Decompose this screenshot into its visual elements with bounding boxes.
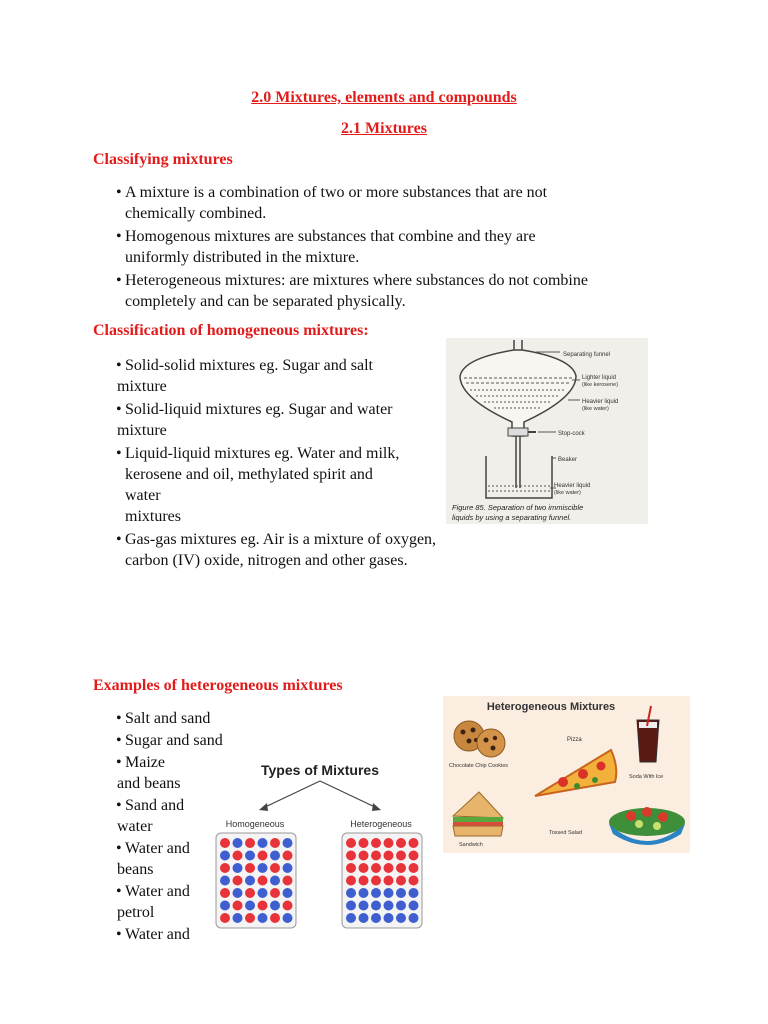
list-item	[116, 182, 716, 224]
homogeneous-particle	[258, 913, 268, 923]
homogeneous-particle	[220, 851, 230, 861]
heterogeneous-particle	[371, 913, 381, 923]
heterogeneous-particle	[409, 838, 419, 848]
pizza-icon	[535, 750, 616, 796]
label-salad: Tossed Salad	[549, 830, 583, 836]
heterogeneous-particle	[346, 851, 356, 861]
homogeneous-particle	[270, 851, 280, 861]
heterogeneous-particle	[384, 888, 394, 898]
heterogeneous-particle	[359, 851, 369, 861]
homogeneous-particle	[258, 851, 268, 861]
cookies-icon	[454, 721, 505, 757]
list-item	[116, 708, 236, 729]
label-heterogeneous: Heterogeneous	[350, 819, 412, 829]
label-soda: Soda With Ice	[629, 774, 664, 780]
homogeneous-particle	[258, 876, 268, 886]
heterogeneous-particle	[396, 876, 406, 886]
bullet-text-cont: carbon (IV) oxide, nitrogen and other gases.	[125, 552, 408, 569]
heterogeneous-particle	[371, 863, 381, 873]
classifying-list	[116, 182, 716, 312]
homogeneous-particle	[245, 851, 255, 861]
homogeneous-particle	[245, 901, 255, 911]
homogeneous-particle	[233, 888, 243, 898]
types-title: Types of Mixtures	[261, 762, 379, 778]
heterogeneous-particle	[384, 838, 394, 848]
bullet-dot: •	[116, 357, 122, 374]
homogeneous-particle	[220, 838, 230, 848]
sub-heading: 2.1 Mixtures	[341, 120, 427, 137]
bullet-dot: •	[116, 272, 122, 289]
heterogeneous-particle	[384, 851, 394, 861]
label-heavier-2-sub: (like water)	[554, 490, 581, 496]
heterogeneous-particle	[396, 901, 406, 911]
types-of-mixtures-illustration	[205, 745, 435, 950]
bullet-text: Salt and sand	[125, 710, 211, 727]
homogeneous-particle	[233, 851, 243, 861]
label-homogeneous: Homogeneous	[225, 819, 285, 829]
heterogeneous-particle	[384, 863, 394, 873]
bullet-dot: •	[116, 883, 122, 900]
hetero-title: Heterogeneous Mixtures	[486, 701, 616, 713]
soda-glass-icon	[637, 706, 659, 762]
homogeneous-classification-heading: Classification of homogeneous mixtures:	[93, 322, 369, 339]
list-item	[116, 270, 716, 312]
homogeneous-particle	[258, 901, 268, 911]
bullet-text-cont: petrol	[117, 904, 155, 921]
homogeneous-particle	[270, 876, 280, 886]
bullet-text: Solid-solid mixtures eg. Sugar and salt	[125, 357, 373, 374]
list-item	[116, 529, 486, 571]
bullet-text: Liquid-liquid mixtures eg. Water and milk,	[125, 445, 400, 462]
list-item	[116, 355, 486, 376]
bullet-text-cont: and beans	[117, 775, 181, 792]
bullet-text: Sugar and sand	[125, 732, 223, 749]
heterogeneous-particle	[409, 888, 419, 898]
heterogeneous-particle	[371, 901, 381, 911]
main-heading: 2.0 Mixtures, elements and compounds	[251, 89, 517, 106]
homogeneous-particle	[283, 838, 293, 848]
bullet-dot: •	[116, 184, 122, 201]
bullet-dot: •	[116, 840, 122, 857]
homogeneous-particle	[258, 888, 268, 898]
heterogeneous-particle	[396, 838, 406, 848]
bullet-text-cont: water	[125, 487, 161, 504]
bullet-text-cont: chemically combined.	[125, 205, 267, 222]
heterogeneous-particle	[409, 863, 419, 873]
heterogeneous-particle	[409, 901, 419, 911]
label-heavier: Heavier liquid	[582, 399, 619, 405]
label-sandwich: Sandwich	[459, 842, 483, 848]
homogeneous-particle	[283, 901, 293, 911]
homogeneous-particle	[220, 888, 230, 898]
heterogeneous-particle	[346, 888, 356, 898]
homogeneous-particle	[233, 901, 243, 911]
bullet-text-cont: uniformly distributed in the mixture.	[125, 249, 360, 266]
heterogeneous-particle	[409, 876, 419, 886]
homogeneous-particle	[283, 913, 293, 923]
bullet-dot: •	[116, 531, 122, 548]
bullet-text-cont: beans	[117, 861, 154, 878]
separating-funnel-figure	[446, 338, 648, 524]
homogeneous-particle	[233, 913, 243, 923]
bullet-dot: •	[116, 401, 122, 418]
list-item	[116, 399, 486, 420]
heterogeneous-particle	[409, 851, 419, 861]
heterogeneous-particle	[359, 863, 369, 873]
homogeneous-particle	[245, 913, 255, 923]
heterogeneous-particle	[384, 901, 394, 911]
heterogeneous-particle	[371, 888, 381, 898]
homogeneous-particle	[258, 838, 268, 848]
bullet-text: Maize	[125, 754, 165, 771]
homogeneous-particle	[220, 863, 230, 873]
homogeneous-particle	[270, 913, 280, 923]
bullet-text-cont: mixture	[117, 422, 167, 439]
list-item	[116, 443, 486, 527]
homogeneous-particle	[233, 876, 243, 886]
homogeneous-particle	[270, 838, 280, 848]
separating-funnel-illustration	[446, 338, 648, 524]
bullet-text-cont: mixtures	[125, 508, 181, 525]
bullet-text: Solid-liquid mixtures eg. Sugar and water	[125, 401, 393, 418]
homogeneous-particle	[245, 888, 255, 898]
homogeneous-particle	[270, 901, 280, 911]
homogeneous-particle	[245, 876, 255, 886]
homogeneous-particle	[270, 863, 280, 873]
heterogeneous-particle	[396, 851, 406, 861]
heterogeneous-particle	[346, 863, 356, 873]
bullet-text: Gas-gas mixtures eg. Air is a mixture of oxygen,	[125, 531, 437, 548]
homogeneous-particle	[283, 851, 293, 861]
heterogeneous-particle	[359, 888, 369, 898]
heterogeneous-particle	[396, 888, 406, 898]
heterogeneous-particle	[371, 851, 381, 861]
bullet-text: Water and	[125, 883, 190, 900]
bullet-text-cont: mixture	[117, 378, 167, 395]
heterogeneous-mixtures-figure	[443, 696, 690, 853]
homogeneous-particle	[245, 838, 255, 848]
bullet-dot: •	[116, 710, 122, 727]
bullet-text-cont: kerosene and oil, methylated spirit and	[125, 466, 373, 483]
label-funnel: Separating funnel	[563, 352, 611, 358]
bullet-text: Sand and	[125, 797, 185, 814]
heterogeneous-particle	[371, 838, 381, 848]
homogeneous-particle	[283, 888, 293, 898]
homogeneous-particle	[258, 863, 268, 873]
homogeneous-particle	[220, 876, 230, 886]
bullet-text: A mixture is a combination of two or more substances that are not	[125, 184, 548, 201]
homogeneous-particle	[270, 888, 280, 898]
label-heavier-sub: (like water)	[582, 406, 609, 412]
bullet-dot: •	[116, 228, 122, 245]
label-stopcock: Stop-cock	[558, 431, 585, 437]
homogeneous-particle	[283, 876, 293, 886]
homogeneous-particle	[245, 863, 255, 873]
label-lighter-sub: (like kerosene)	[582, 382, 619, 388]
bullet-text-cont: water	[117, 818, 153, 835]
homogeneous-particle	[283, 863, 293, 873]
bullet-dot: •	[116, 926, 122, 943]
heterogeneous-particle	[346, 901, 356, 911]
bullet-dot: •	[116, 445, 122, 462]
heterogeneous-particle	[346, 876, 356, 886]
bullet-text-cont: completely and can be separated physically.	[125, 293, 406, 310]
heterogeneous-examples-heading: Examples of heterogeneous mixtures	[93, 677, 343, 694]
homogeneous-particle	[220, 901, 230, 911]
types-of-mixtures-figure	[205, 745, 435, 950]
bullet-dot: •	[116, 732, 122, 749]
label-beaker: Beaker	[558, 457, 578, 463]
bullet-text: Water and	[125, 926, 190, 943]
label-heavier-2: Heavier liquid	[554, 483, 591, 489]
heterogeneous-particle	[346, 913, 356, 923]
homogeneous-particle	[233, 863, 243, 873]
heterogeneous-particle	[384, 913, 394, 923]
heterogeneous-mixtures-illustration	[443, 696, 690, 853]
heterogeneous-particle	[359, 876, 369, 886]
homogeneous-particle	[220, 913, 230, 923]
salad-bowl-icon	[609, 807, 685, 845]
heterogeneous-particle	[359, 838, 369, 848]
heterogeneous-particle	[371, 876, 381, 886]
label-cookies: Chocolate Chip Cookies	[449, 763, 509, 769]
bullet-text: Homogenous mixtures are substances that combine and they are	[125, 228, 536, 245]
list-item	[116, 226, 716, 268]
classifying-heading: Classifying mixtures	[93, 151, 233, 168]
bullet-text: Water and	[125, 840, 190, 857]
label-pizza: Pizza	[567, 737, 582, 743]
heterogeneous-particle	[396, 863, 406, 873]
figure-caption-line1: Figure 85. Separation of two immiscible	[452, 503, 584, 512]
bullet-text: Heterogeneous mixtures: are mixtures where substances do not combine	[125, 272, 588, 289]
label-lighter: Lighter liquid	[582, 375, 617, 381]
homogeneous-particle	[233, 838, 243, 848]
sandwich-icon	[453, 792, 503, 836]
heterogeneous-particle	[346, 838, 356, 848]
bullet-dot: •	[116, 797, 122, 814]
heterogeneous-particle	[396, 913, 406, 923]
homogeneous-list	[116, 355, 486, 571]
heterogeneous-particle	[359, 913, 369, 923]
heterogeneous-particle	[384, 876, 394, 886]
bullet-dot: •	[116, 754, 122, 771]
figure-caption-line2: liquids by using a separating funnel.	[452, 513, 572, 522]
heterogeneous-particle	[409, 913, 419, 923]
heterogeneous-particle	[359, 901, 369, 911]
